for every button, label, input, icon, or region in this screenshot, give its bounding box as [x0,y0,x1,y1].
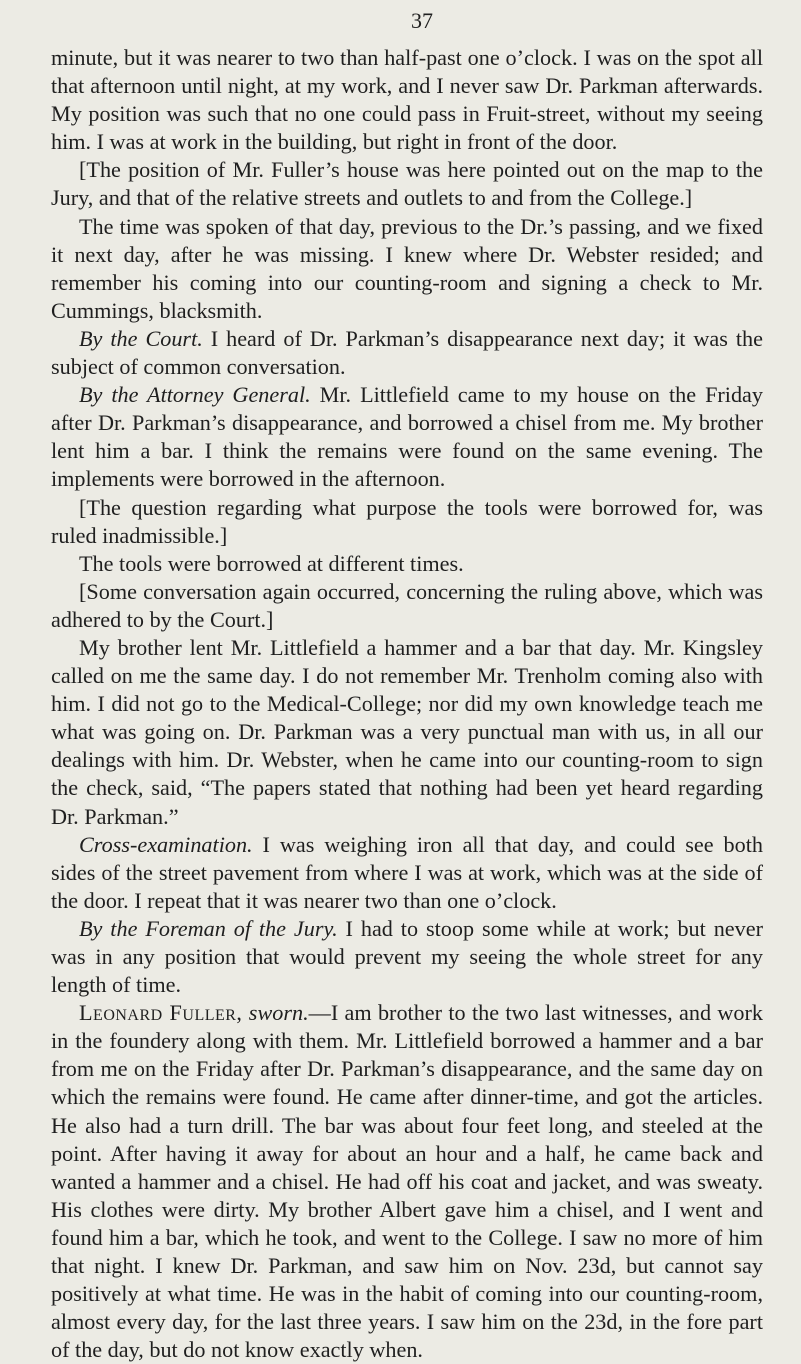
paragraph-7 [51,550,763,578]
paragraph-4 [51,325,763,381]
paragraph-5 [51,381,763,493]
paragraph-text: My brother lent Mr. Littlefield a hammer and a bar that day. Mr. Kingsley called on me the same day. I do not remember Mr. Trenholm coming also with him. I did not go to the Medical-College; nor did my own knowledge teach me what was going on. Dr. Parkman was a very punctual man with us, in all our dealings with him. Dr. Webster, when he came into our counting-room to sign the check, said, “The papers stated that nothing had been yet heard regarding Dr. Parkman.” [51,634,763,829]
paragraph-12 [51,999,763,1364]
paragraph-text: minute, but it was nearer to two than half-past one o’clock. I was on the spot all that afternoon until night, at my work, and I never saw Dr. Parkman afterwards. My position was such that no one could pass in Fruit-street, without my seeing him. I was at work in the building, but right in front of the door. [51,45,763,155]
paragraph-10 [51,831,763,915]
paragraph-1 [51,44,763,156]
paragraph-text: I heard of Dr. Parkman’s disappearance next day; it was the subject of common conversation. [51,325,763,380]
paragraph-11 [51,915,763,999]
paragraph-2 [51,156,763,212]
paragraph-text: The tools were borrowed at different times. [79,550,464,576]
speaker-lead: By the Court. [79,325,203,351]
paragraph-9 [51,634,763,831]
speaker-lead: By the Foreman of the Jury. [79,915,338,941]
paragraph-8 [51,578,763,634]
paragraph-text: [The position of Mr. Fuller’s house was here pointed out on the map to the Jury, and that of the relative streets and outlets to and from the College.] [51,157,763,211]
paragraph-text: I was weighing iron all that day, and could see both sides of the street pavement from where I was at work, which was at the side of the door. I repeat that it was nearer two than one o’clock. [51,831,763,913]
paragraph-text: The time was spoken of that day, previous to the Dr.’s passing, and we fixed it next day, after he was missing. I knew where Dr. Webster resided; and remember his coming into our counting-room and signing a check to Mr. Cummings, blacksmith. [51,213,763,323]
paragraph-text: Mr. Littlefield came to my house on the Friday after Dr. Parkman’s disappearance, and borrowed a chisel from me. My brother lent him a bar. I think the remains were found on the same evening. The implements were borrowed in the afternoon. [51,382,763,492]
speaker-lead: sworn. [242,1000,309,1026]
page-number: 37 [411,8,433,33]
speaker-lead: By the Attorney General. [79,382,311,408]
speaker-lead: Cross-examination. [79,831,253,857]
witness-name: Leonard Fuller, [79,1000,243,1026]
paragraph-text: I had to stoop some while at work; but never was in any position that would prevent my seeing the whole street for any length of time. [51,915,763,998]
paragraph-3 [51,213,763,325]
paragraph-6 [51,494,763,550]
paragraph-text: [The question regarding what purpose the tools were borrowed for, was ruled inadmissible.] [51,494,763,548]
paragraph-text: —I am brother to the two last witnesses, and work in the foundery along with them. Mr. Littlefield borrowed a hammer and a bar from me on the Friday after Dr. Parkman’s disappearance, and the same day on which the remains were found. He came after dinner-time, and got the articles. He also had a turn drill. The bar was about four feet long, and steeled at the point. After having it away for about an hour and a half, he came back and wanted a hammer and a chisel. He had off his coat and jacket, and was sweaty. His clothes were dirty. My brother Albert gave him a chisel, and I went and found him a bar, which he took, and went to the College. I saw no more of him that night. I knew Dr. Parkman, and saw him on Nov. 23d, but cannot say positively at what time. He was in the habit of coming into our counting-room, almost every day, for the last three years. I saw him on the 23d, in the fore part of the day, but do not know exactly when. [51,1000,764,1363]
paragraph-text: [Some conversation again occurred, concerning the ruling above, which was adhered to by the Court.] [51,578,763,632]
